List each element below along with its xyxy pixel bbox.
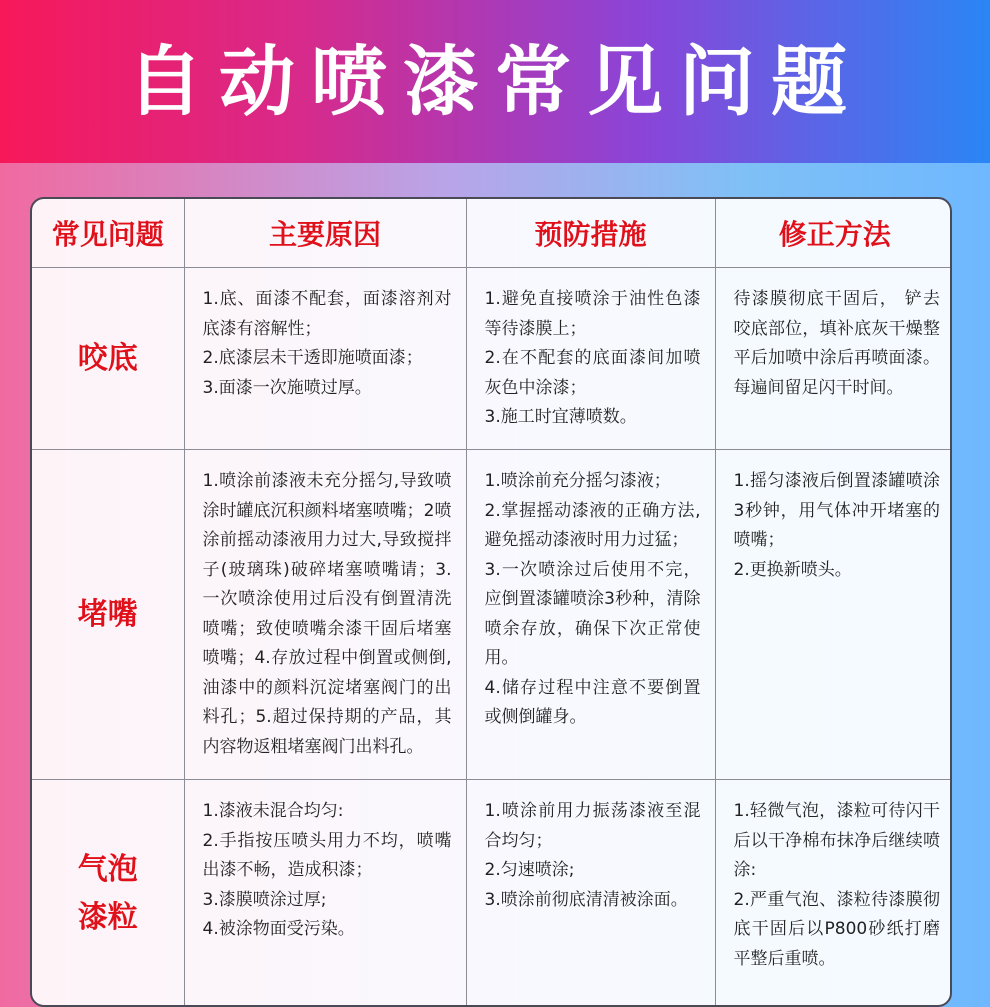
fix-item: 待漆膜彻底干固后， 铲去咬底部位，填补底灰干燥整平后加喷中涂后再喷面漆。每遍间留足闪干时间。 [734, 285, 941, 403]
cause-item: 3.面漆一次施喷过厚。 [203, 374, 452, 404]
cause-cell [184, 780, 466, 1007]
fix-item: 2.更换新喷头。 [734, 556, 941, 586]
prevention-item: 1.喷涂前用力振荡漆液至混合均匀； [485, 797, 701, 856]
issue-cell [32, 780, 184, 1007]
prevention-item: 4.储存过程中注意不要倒置或侧倒罐身。 [485, 674, 701, 733]
table-row [32, 268, 952, 450]
faq-table-grid [32, 199, 952, 1007]
fix-item: 2.严重气泡、漆粒待漆膜彻底干固后以P800砂纸打磨平整后重喷。 [734, 886, 941, 975]
prevention-item: 3.喷涂前彻底清清被涂面。 [485, 886, 701, 916]
cause-item: 4.被涂物面受污染。 [203, 915, 452, 945]
table-row [32, 450, 952, 780]
issue-cell: 堵嘴 [32, 450, 184, 780]
header-prevention: 预防措施 [466, 199, 715, 268]
fix-item: 1.摇匀漆液后倒置漆罐喷涂3秒钟，用气体冲开堵塞的喷嘴； [734, 467, 941, 556]
prevention-item: 1.避免直接喷涂于油性色漆等待漆膜上； [485, 285, 701, 344]
cause-item: 1.漆液未混合均匀: [203, 797, 452, 827]
cause-cell [184, 268, 466, 450]
cause-cell [184, 450, 466, 780]
prevention-item: 2.在不配套的底面漆间加喷灰色中涂漆； [485, 344, 701, 403]
issue-label: 气泡漆粒 [75, 846, 141, 942]
cause-item: 1.喷涂前漆液未充分摇匀,导致喷涂时罐底沉积颜料堵塞喷嘴；2喷涂前摇动漆液用力过大,导致搅拌子(玻璃珠)破碎堵塞喷嘴请；3.一次喷涂使用过后没有倒置清洗喷嘴；致使喷嘴余漆干固后堵塞喷嘴；4.存放过程中倒置或侧倒,油漆中的颜料沉淀堵塞阀门的出料孔；5.超过保持期的产品，其内容物返粗堵塞阀门出料孔。 [203, 467, 452, 762]
cause-item: 2.底漆层未干透即施喷面漆； [203, 344, 452, 374]
page-title: 自动喷漆常见问题 [127, 44, 863, 120]
prevention-item: 3.一次喷涂过后使用不完，应倒置漆罐喷涂3秒种，清除喷余存放，确保下次正常使用。 [485, 556, 701, 674]
prevention-item: 2.掌握摇动漆液的正确方法,避免摇动漆液时用力过猛； [485, 497, 701, 556]
header-fix: 修正方法 [715, 199, 952, 268]
fix-cell [715, 450, 952, 780]
prevention-item: 1.喷涂前充分摇匀漆液； [485, 467, 701, 497]
prevention-cell [466, 450, 715, 780]
issue-cell: 咬底 [32, 268, 184, 450]
prevention-cell [466, 268, 715, 450]
page-header [0, 0, 990, 163]
header-cause: 主要原因 [184, 199, 466, 268]
cause-item: 2.手指按压喷头用力不均，喷嘴出漆不畅，造成积漆； [203, 827, 452, 886]
prevention-item: 2.匀速喷涂; [485, 856, 701, 886]
cause-item: 3.漆膜喷涂过厚; [203, 886, 452, 916]
fix-cell [715, 780, 952, 1007]
fix-item: 1.轻微气泡，漆粒可待闪干后以干净棉布抹净后继续喷涂: [734, 797, 941, 886]
prevention-cell [466, 780, 715, 1007]
header-issue: 常见问题 [32, 199, 184, 268]
prevention-item: 3.施工时宜薄喷数。 [485, 403, 701, 433]
fix-cell [715, 268, 952, 450]
cause-item: 1.底、面漆不配套，面漆溶剂对底漆有溶解性； [203, 285, 452, 344]
faq-table [30, 197, 952, 1007]
table-header-row [32, 199, 952, 268]
table-row [32, 780, 952, 1007]
